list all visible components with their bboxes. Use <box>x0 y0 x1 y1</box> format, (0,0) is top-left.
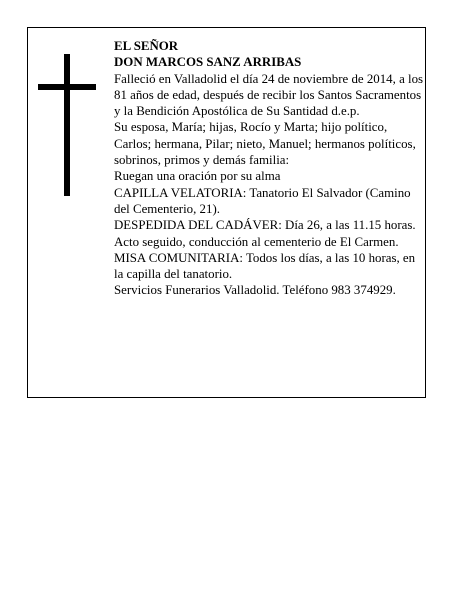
deceased-name: DON MARCOS SANZ ARRIBAS <box>114 55 302 70</box>
obituary-text <box>114 38 424 299</box>
cross-vertical-bar <box>64 54 70 196</box>
cross-horizontal-bar <box>38 84 96 90</box>
funeral-services-contact: Servicios Funerarios Valladolid. Teléfono 983 374929. <box>114 283 396 298</box>
wake-chapel: CAPILLA VELATORIA: Tanatorio El Salvador (Camino del Cementerio, 21). <box>114 185 411 216</box>
family-list: Su esposa, María; hijas, Rocío y Marta; hijo político, Carlos; hermana, Pilar; nieto, Manuel; hermanos políticos, sobrinos, primos y demás familia: <box>114 120 416 168</box>
obituary-title: EL SEÑOR <box>114 39 179 53</box>
prayer-request: Ruegan una oración por su alma <box>114 169 281 184</box>
community-mass: MISA COMUNITARIA: Todos los días, a las 10 horas, en la capilla del tanatorio. <box>114 250 416 282</box>
funeral-farewell: DESPEDIDA DEL CADÁVER: Día 26, a las 11.15 horas. Acto seguido, conducción al cementerio de El Carmen. <box>114 218 416 249</box>
death-announcement: Falleció en Valladolid el día 24 de noviembre de 2014, a los 81 años de edad, después de recibir los Santos Sacramentos y la Bendición Apostólica de Su Santidad d.e.p. <box>114 71 424 119</box>
